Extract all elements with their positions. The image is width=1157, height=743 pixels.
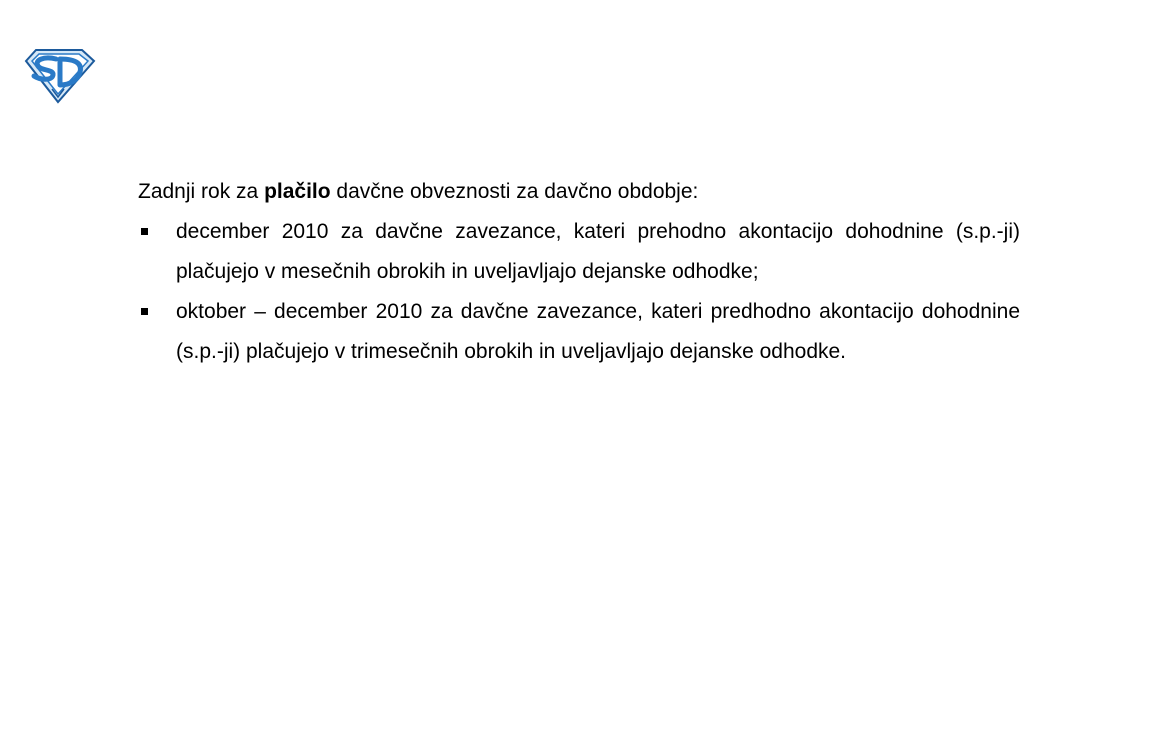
intro-paragraph bbox=[138, 172, 1020, 212]
list-item bbox=[138, 212, 1020, 292]
company-logo bbox=[22, 47, 96, 105]
list-item-text: oktober – december 2010 za davčne zavezance, kateri predhodno akontacijo dohodnine (s.p.-ji) plačujejo v trimesečnih obrokih in uveljavljajo dejanske odhodke. bbox=[176, 300, 1020, 363]
intro-text-before: Zadnji rok za bbox=[138, 180, 265, 203]
square-bullet-icon bbox=[141, 308, 148, 315]
sd-diamond-logo-icon bbox=[22, 47, 96, 105]
document-body bbox=[138, 172, 1020, 372]
list-item bbox=[138, 292, 1020, 372]
intro-text-after: davčne obveznosti za davčno obdobje: bbox=[330, 180, 699, 203]
list-item-text: december 2010 za davčne zavezance, kateri prehodno akontacijo dohodnine (s.p.-ji) plačujejo v mesečnih obrokih in uveljavljajo dejanske odhodke; bbox=[176, 220, 1020, 283]
intro-bold-term: plačilo bbox=[264, 180, 331, 203]
payment-deadlines-list bbox=[138, 212, 1020, 372]
square-bullet-icon bbox=[141, 228, 148, 235]
